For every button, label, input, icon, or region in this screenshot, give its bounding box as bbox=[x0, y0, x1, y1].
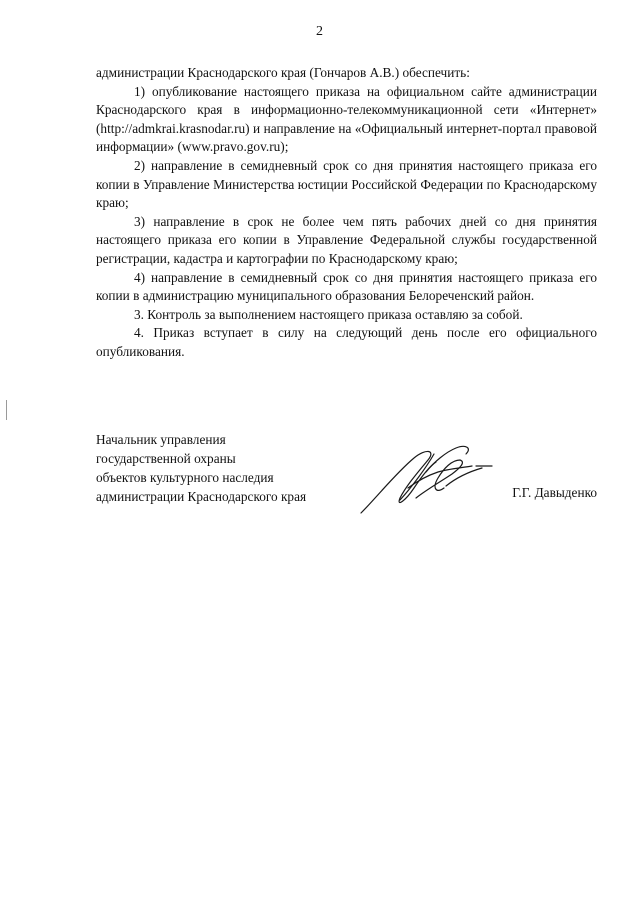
scan-margin-mark bbox=[6, 400, 7, 420]
position-line: государственной охраны bbox=[96, 451, 236, 466]
handwritten-signature bbox=[356, 438, 496, 518]
clause-3-paragraph: 3. Контроль за выполнением настоящего приказа оставляю за собой. bbox=[134, 306, 523, 322]
page-number: 2 bbox=[316, 24, 323, 39]
clause-4-paragraph: 4. Приказ вступает в силу на следующий день после его официального опубликования. bbox=[96, 325, 597, 359]
position-line: администрации Краснодарского края bbox=[96, 489, 307, 504]
signature-block bbox=[96, 430, 597, 530]
signer-position bbox=[96, 430, 356, 506]
document-body bbox=[96, 64, 597, 362]
item-2-paragraph: 2) направление в семидневный срок со дня принятия настоящего приказа его копии в Управление Министерства юстиции Российской Федерации по Краснодарскому краю; bbox=[96, 157, 597, 211]
item-3-paragraph: 3) направление в срок не более чем пять рабочих дней со дня принятия настоящего приказа его копии в Управление Федеральной службы государственной регистрации, кадастра и картографии по Краснодарскому краю; bbox=[96, 213, 597, 266]
position-line: Начальник управления bbox=[96, 432, 226, 447]
item-1-paragraph: 1) опубликование настоящего приказа на официальном сайте администрации Краснодарского края в информационно-телекоммуникационной сети «Интернет» (http://admkrai.krasnodar.ru) и направление на «Официальный интернет-портал правовой информации» (www.pravo.gov.ru); bbox=[96, 83, 597, 155]
intro-paragraph: администрации Краснодарского края (Гончаров А.В.) обеспечить: bbox=[96, 65, 470, 80]
signer-name: Г.Г. Давыденко bbox=[512, 485, 597, 500]
position-line: объектов культурного наследия bbox=[96, 470, 274, 485]
item-4-paragraph: 4) направление в семидневный срок со дня принятия настоящего приказа его копии в администрацию муниципального образования Белореченский район. bbox=[96, 269, 597, 304]
